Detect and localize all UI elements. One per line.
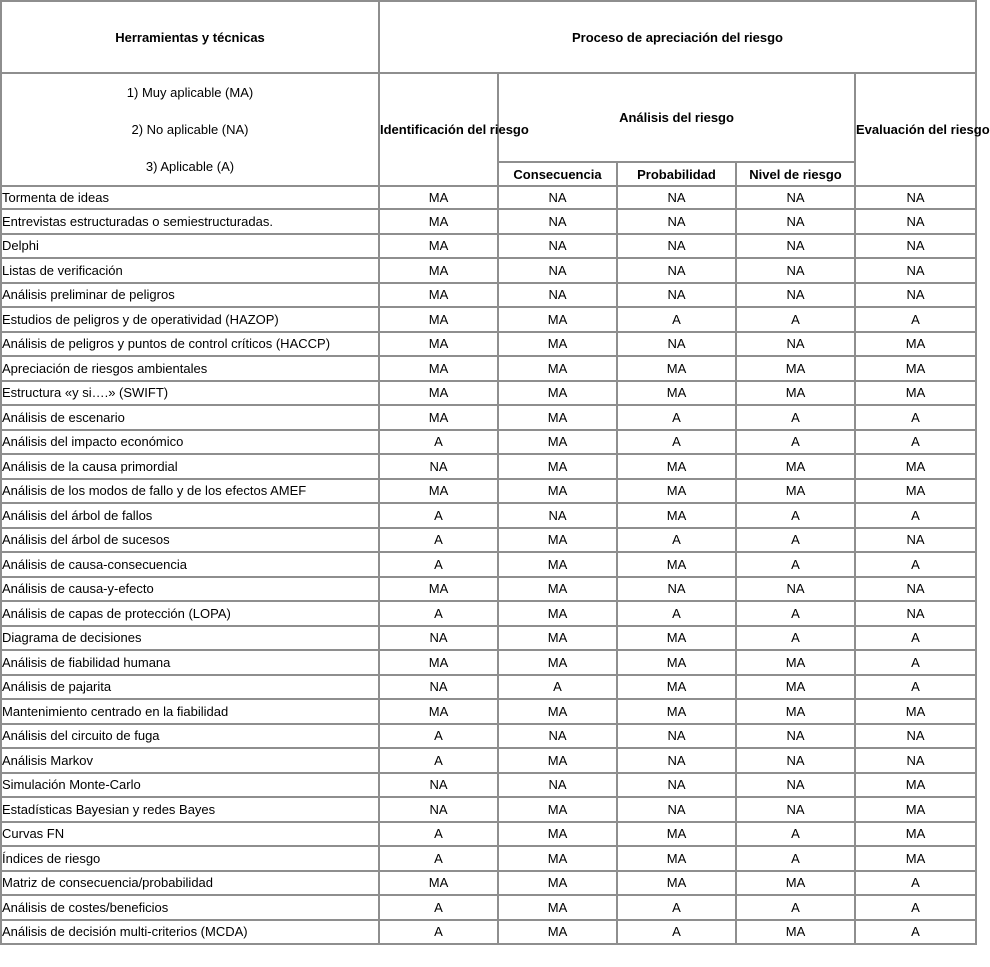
applicability-cell: NA: [379, 626, 498, 650]
applicability-cell: NA: [855, 748, 976, 773]
applicability-cell: A: [855, 405, 976, 430]
applicability-cell: NA: [855, 186, 976, 209]
applicability-cell: NA: [617, 332, 736, 356]
applicability-cell: NA: [855, 258, 976, 283]
col-risk-level: Nivel de riesgo: [736, 162, 855, 186]
applicability-cell: NA: [736, 577, 855, 601]
applicability-cell: MA: [379, 332, 498, 356]
applicability-cell: A: [736, 405, 855, 430]
applicability-cell: MA: [736, 920, 855, 944]
col-analysis: Análisis del riesgo: [498, 73, 855, 162]
applicability-cell: MA: [498, 356, 617, 381]
applicability-cell: NA: [617, 748, 736, 773]
table-row: [1, 699, 976, 724]
applicability-cell: A: [617, 430, 736, 454]
table-row: [1, 675, 976, 699]
applicability-cell: MA: [736, 381, 855, 405]
applicability-cell: NA: [855, 234, 976, 258]
applicability-cell: NA: [617, 258, 736, 283]
table-row: [1, 577, 976, 601]
tool-name: Análisis Markov: [1, 748, 379, 773]
col-evaluation: Evaluación del riesgo: [855, 73, 976, 186]
applicability-cell: MA: [379, 871, 498, 895]
table-row: [1, 895, 976, 920]
applicability-cell: NA: [498, 724, 617, 748]
col-identification: Identificación del riesgo: [379, 73, 498, 186]
tool-name: Simulación Monte-Carlo: [1, 773, 379, 797]
tool-name: Análisis de los modos de fallo y de los efectos AMEF: [1, 479, 379, 503]
tool-name: Diagrama de decisiones: [1, 626, 379, 650]
table-row: [1, 307, 976, 332]
applicability-cell: A: [379, 920, 498, 944]
table-row: [1, 454, 976, 479]
applicability-cell: NA: [617, 724, 736, 748]
applicability-cell: A: [736, 626, 855, 650]
applicability-cell: MA: [379, 209, 498, 234]
applicability-cell: A: [498, 675, 617, 699]
process-title: Proceso de apreciación del riesgo: [379, 1, 976, 73]
applicability-cell: MA: [379, 186, 498, 209]
applicability-cell: A: [855, 920, 976, 944]
applicability-cell: NA: [736, 797, 855, 822]
table-row: [1, 209, 976, 234]
applicability-cell: A: [855, 552, 976, 577]
applicability-cell: NA: [498, 503, 617, 528]
applicability-cell: A: [617, 405, 736, 430]
applicability-cell: A: [617, 895, 736, 920]
applicability-cell: A: [379, 846, 498, 871]
table-row: [1, 822, 976, 846]
table-row: [1, 846, 976, 871]
table-row: [1, 381, 976, 405]
tool-name: Matriz de consecuencia/probabilidad: [1, 871, 379, 895]
applicability-cell: NA: [617, 283, 736, 307]
tool-name: Análisis de la causa primordial: [1, 454, 379, 479]
applicability-cell: MA: [617, 503, 736, 528]
applicability-cell: MA: [498, 871, 617, 895]
applicability-cell: NA: [379, 675, 498, 699]
applicability-cell: MA: [379, 479, 498, 503]
applicability-cell: A: [736, 528, 855, 552]
applicability-cell: MA: [617, 675, 736, 699]
col-consequence: Consecuencia: [498, 162, 617, 186]
tool-name: Análisis de capas de protección (LOPA): [1, 601, 379, 626]
applicability-cell: A: [617, 601, 736, 626]
applicability-cell: MA: [855, 699, 976, 724]
applicability-cell: A: [379, 748, 498, 773]
applicability-cell: A: [855, 650, 976, 675]
table-row: [1, 748, 976, 773]
applicability-cell: MA: [379, 234, 498, 258]
table-row: [1, 920, 976, 944]
applicability-cell: A: [855, 626, 976, 650]
applicability-cell: MA: [498, 748, 617, 773]
applicability-cell: NA: [617, 773, 736, 797]
table-row: [1, 773, 976, 797]
applicability-cell: MA: [379, 258, 498, 283]
applicability-cell: A: [855, 307, 976, 332]
tool-name: Análisis del árbol de sucesos: [1, 528, 379, 552]
table-row: [1, 503, 976, 528]
table-body: [1, 186, 976, 944]
applicability-cell: MA: [855, 332, 976, 356]
applicability-cell: NA: [855, 283, 976, 307]
table-row: [1, 797, 976, 822]
table-row: [1, 430, 976, 454]
applicability-cell: NA: [617, 234, 736, 258]
tools-title: Herramientas y técnicas: [1, 1, 379, 73]
applicability-cell: A: [855, 895, 976, 920]
tool-name: Análisis del circuito de fuga: [1, 724, 379, 748]
table-row: [1, 356, 976, 381]
tool-name: Análisis de escenario: [1, 405, 379, 430]
table-row: [1, 258, 976, 283]
table-row: [1, 601, 976, 626]
applicability-cell: MA: [379, 283, 498, 307]
table-row: [1, 479, 976, 503]
applicability-cell: MA: [617, 552, 736, 577]
applicability-cell: MA: [498, 430, 617, 454]
tool-name: Análisis de costes/beneficios: [1, 895, 379, 920]
tool-name: Análisis de causa-y-efecto: [1, 577, 379, 601]
applicability-cell: MA: [498, 920, 617, 944]
applicability-cell: MA: [379, 307, 498, 332]
applicability-cell: NA: [379, 773, 498, 797]
applicability-cell: MA: [617, 381, 736, 405]
applicability-cell: MA: [617, 479, 736, 503]
applicability-cell: MA: [379, 356, 498, 381]
applicability-cell: A: [855, 430, 976, 454]
applicability-cell: MA: [498, 479, 617, 503]
applicability-cell: MA: [379, 699, 498, 724]
applicability-cell: NA: [855, 724, 976, 748]
applicability-cell: A: [379, 895, 498, 920]
applicability-cell: MA: [617, 822, 736, 846]
table-row: [1, 405, 976, 430]
applicability-cell: A: [736, 552, 855, 577]
applicability-cell: NA: [736, 332, 855, 356]
applicability-cell: MA: [736, 871, 855, 895]
tool-name: Análisis de pajarita: [1, 675, 379, 699]
applicability-cell: MA: [498, 601, 617, 626]
applicability-cell: MA: [379, 650, 498, 675]
applicability-cell: A: [736, 430, 855, 454]
applicability-cell: MA: [855, 773, 976, 797]
applicability-cell: NA: [498, 773, 617, 797]
table-row: [1, 626, 976, 650]
applicability-cell: NA: [736, 258, 855, 283]
applicability-cell: NA: [379, 454, 498, 479]
applicability-cell: A: [736, 503, 855, 528]
table-row: [1, 724, 976, 748]
applicability-cell: A: [736, 601, 855, 626]
applicability-cell: A: [379, 724, 498, 748]
applicability-cell: A: [855, 503, 976, 528]
applicability-cell: MA: [498, 307, 617, 332]
applicability-cell: MA: [855, 797, 976, 822]
applicability-cell: MA: [736, 699, 855, 724]
applicability-cell: MA: [617, 871, 736, 895]
applicability-cell: MA: [617, 356, 736, 381]
tool-name: Análisis de fiabilidad humana: [1, 650, 379, 675]
applicability-cell: NA: [855, 577, 976, 601]
applicability-cell: MA: [498, 577, 617, 601]
tool-name: Análisis de causa-consecuencia: [1, 552, 379, 577]
applicability-cell: MA: [379, 381, 498, 405]
applicability-cell: MA: [498, 332, 617, 356]
applicability-cell: MA: [498, 895, 617, 920]
tool-name: Mantenimiento centrado en la fiabilidad: [1, 699, 379, 724]
applicability-cell: MA: [736, 454, 855, 479]
applicability-cell: MA: [617, 699, 736, 724]
applicability-cell: NA: [855, 209, 976, 234]
applicability-cell: NA: [498, 234, 617, 258]
applicability-cell: MA: [736, 675, 855, 699]
applicability-cell: NA: [736, 724, 855, 748]
tool-name: Estudios de peligros y de operatividad (HAZOP): [1, 307, 379, 332]
applicability-cell: MA: [736, 479, 855, 503]
legend-item-ma: 1) Muy aplicable (MA): [126, 85, 254, 100]
applicability-cell: MA: [855, 356, 976, 381]
table-row: [1, 552, 976, 577]
table-row: [1, 234, 976, 258]
applicability-cell: NA: [617, 186, 736, 209]
tool-name: Delphi: [1, 234, 379, 258]
applicability-cell: MA: [498, 552, 617, 577]
applicability-cell: MA: [855, 454, 976, 479]
tool-name: Entrevistas estructuradas o semiestructuradas.: [1, 209, 379, 234]
applicability-cell: A: [379, 822, 498, 846]
applicability-cell: NA: [617, 209, 736, 234]
tool-name: Índices de riesgo: [1, 846, 379, 871]
applicability-cell: NA: [498, 209, 617, 234]
applicability-cell: MA: [498, 381, 617, 405]
applicability-cell: A: [736, 895, 855, 920]
tool-name: Estructura «y si….» (SWIFT): [1, 381, 379, 405]
applicability-cell: A: [855, 675, 976, 699]
table-row: [1, 332, 976, 356]
applicability-cell: MA: [498, 626, 617, 650]
applicability-cell: NA: [617, 577, 736, 601]
applicability-cell: MA: [617, 650, 736, 675]
applicability-cell: A: [736, 846, 855, 871]
tool-name: Curvas FN: [1, 822, 379, 846]
table-row: [1, 871, 976, 895]
applicability-cell: NA: [379, 797, 498, 822]
applicability-cell: MA: [498, 650, 617, 675]
tool-name: Análisis preliminar de peligros: [1, 283, 379, 307]
legend: [1, 73, 379, 186]
tool-name: Apreciación de riesgos ambientales: [1, 356, 379, 381]
applicability-cell: A: [379, 528, 498, 552]
tool-name: Análisis de decisión multi-criterios (MCDA): [1, 920, 379, 944]
applicability-cell: A: [379, 503, 498, 528]
tool-name: Listas de verificación: [1, 258, 379, 283]
applicability-cell: MA: [736, 650, 855, 675]
applicability-cell: NA: [736, 234, 855, 258]
applicability-cell: MA: [617, 454, 736, 479]
legend-item-a: 3) Aplicable (A): [145, 159, 235, 174]
applicability-cell: MA: [498, 846, 617, 871]
applicability-cell: A: [855, 871, 976, 895]
tool-name: Análisis del impacto económico: [1, 430, 379, 454]
applicability-cell: A: [379, 552, 498, 577]
applicability-cell: A: [379, 430, 498, 454]
col-probability: Probabilidad: [617, 162, 736, 186]
table-row: [1, 283, 976, 307]
applicability-cell: NA: [855, 601, 976, 626]
applicability-cell: A: [617, 528, 736, 552]
applicability-cell: A: [617, 920, 736, 944]
applicability-cell: NA: [855, 528, 976, 552]
applicability-cell: A: [617, 307, 736, 332]
applicability-cell: MA: [379, 577, 498, 601]
tool-name: Estadísticas Bayesian y redes Bayes: [1, 797, 379, 822]
tool-name: Análisis del árbol de fallos: [1, 503, 379, 528]
applicability-cell: A: [736, 307, 855, 332]
applicability-cell: NA: [736, 748, 855, 773]
applicability-cell: MA: [498, 454, 617, 479]
applicability-cell: MA: [617, 846, 736, 871]
applicability-cell: MA: [498, 405, 617, 430]
applicability-cell: NA: [736, 283, 855, 307]
tool-name: Análisis de peligros y puntos de control críticos (HACCP): [1, 332, 379, 356]
applicability-cell: MA: [379, 405, 498, 430]
applicability-cell: NA: [498, 186, 617, 209]
applicability-cell: MA: [855, 822, 976, 846]
applicability-cell: MA: [855, 479, 976, 503]
applicability-cell: MA: [855, 846, 976, 871]
applicability-cell: NA: [617, 797, 736, 822]
applicability-cell: NA: [498, 258, 617, 283]
applicability-cell: MA: [498, 699, 617, 724]
applicability-cell: A: [379, 601, 498, 626]
applicability-cell: MA: [498, 797, 617, 822]
applicability-cell: MA: [498, 822, 617, 846]
legend-item-na: 2) No aplicable (NA): [131, 122, 249, 137]
table-row: [1, 650, 976, 675]
table-row: [1, 186, 976, 209]
table-row: [1, 528, 976, 552]
applicability-cell: MA: [855, 381, 976, 405]
applicability-cell: MA: [736, 356, 855, 381]
applicability-cell: NA: [736, 186, 855, 209]
applicability-cell: MA: [498, 528, 617, 552]
tool-name: Tormenta de ideas: [1, 186, 379, 209]
applicability-cell: NA: [736, 209, 855, 234]
applicability-cell: NA: [498, 283, 617, 307]
applicability-cell: NA: [736, 773, 855, 797]
applicability-cell: MA: [617, 626, 736, 650]
applicability-cell: A: [736, 822, 855, 846]
